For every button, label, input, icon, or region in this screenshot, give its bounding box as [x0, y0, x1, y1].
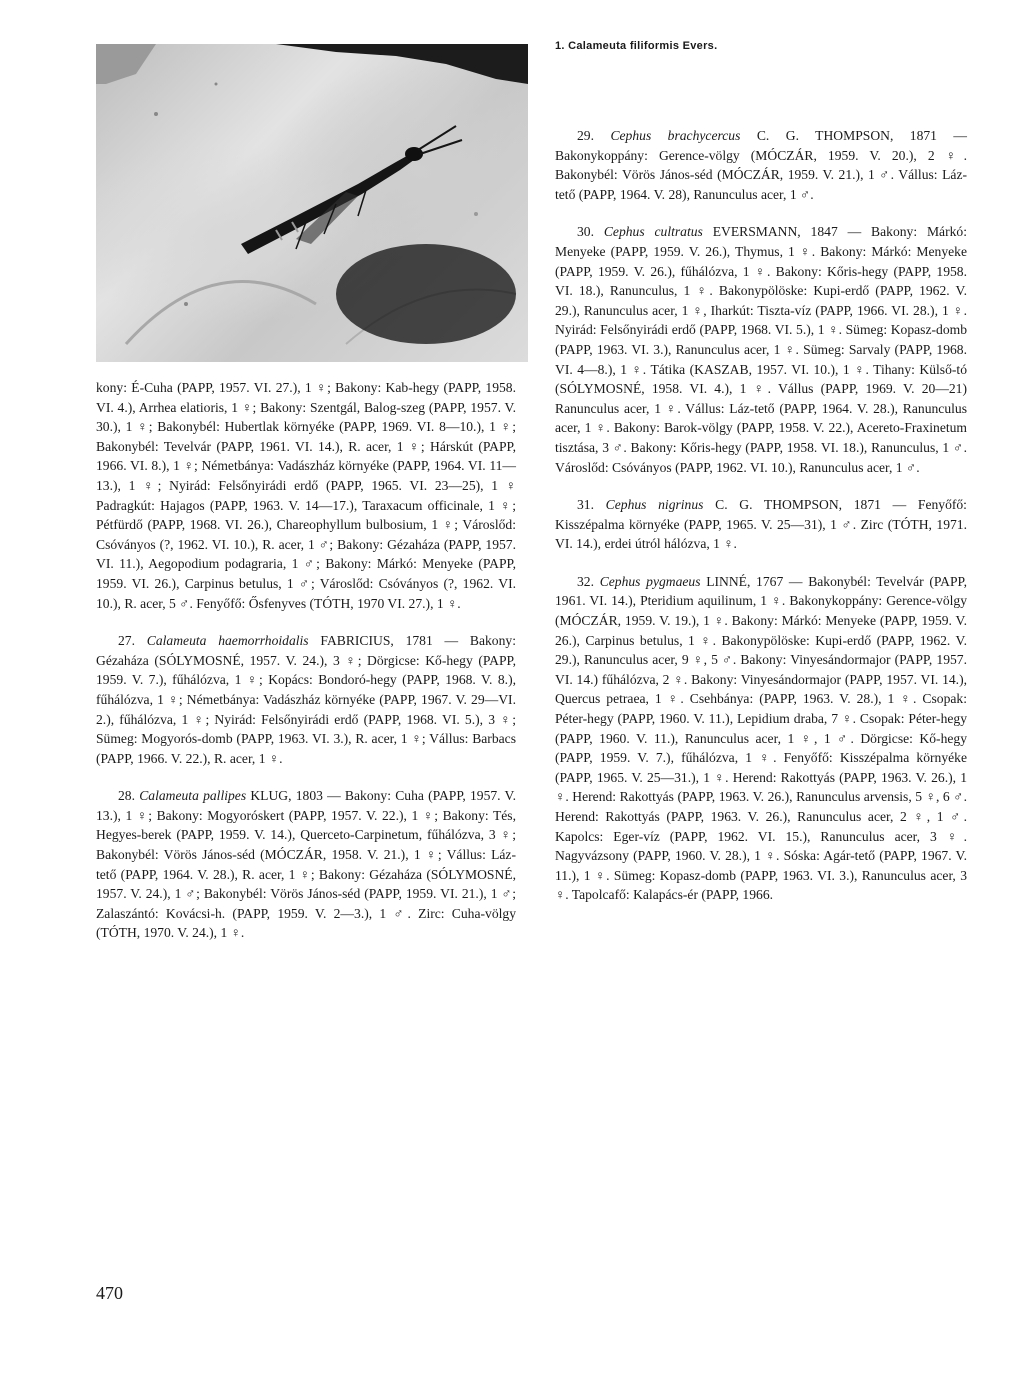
entry-27 [96, 631, 516, 768]
entry-number: 28. [118, 788, 135, 804]
page-number: 470 [96, 1283, 123, 1303]
species-name: Cephus brachycercus [610, 128, 741, 143]
right-column [555, 126, 967, 923]
entry-text: kony: É-Cuha (PAPP, 1957. VI. 27.), 1 ♀; Bakony: Kab-hegy (PAPP, 1958. VI. 4.), Arrhea elatioris, 1 ♀; Bakony: Szentgál, Balog-szeg (PAPP, 1957. V. 30.), 1 ♀; Bakonybél: Hubertlak környéke (PAPP, 1969. VI. 8—10.), 1 ♀; Bakonybél: Tevelvár (PAPP, 1961. VI. 14.), R. acer, 1 ♀; Hárskút (PAPP, 1966. VI. 8.), 1 ♀; Németbánya: Vadászház környéke (PAPP, 1964. VI. 11—13.), 1 ♀; Nyirád: Felsőnyirádi erdő (PAPP, 1965. VI. 23—25), 1 ♀ Padragkút: Hajagos (PAPP, 1963. V. 14—17.), Taraxacum officinale, 1 ♀; Pétfürdő (PAPP, 1968. VI. 26.), Chareophyllum bulbosium, 1 ♀; Városlőd: Csóványos (?, 1962. VI. 10.), R. acer, 1 ♂; Bakony: Gézaháza (PAPP, 1957. VI. 11.), Aegopodium podagraria, 1 ♂; Bakony: Márkó: Menyeke (PAPP, 1959. VI. 26.), Carpinus betulus, 1 ♂; Városlőd: Csóványos (?, 1962. VI. 10.), R. acer, 5 ♂. Fenyőfő: Ősfenyves (TÓTH, 1970 VI. 27.), 1 ♀. [96, 380, 516, 611]
specimen-photo [96, 44, 528, 362]
entry-26-continuation [96, 378, 516, 613]
species-name: Cephus cultratus [603, 224, 703, 240]
insect-illustration [96, 44, 528, 362]
species-name: Calameuta haemorrhoidalis [146, 633, 309, 649]
entry-number: 29. [577, 128, 594, 143]
entry-text: FABRICIUS, 1781 — Bakony: Gézaháza (SÓLYMOSNÉ, 1957. V. 24.), 3 ♀; Dörgicse: Kő-hegy (PAPP, 1959. V. 7.), fűhálózva, 1 ♀; Kopács: Bondoró-hegy (PAPP, 1968. V. 8.), fűhálózva, 1 ♀; Németbánya: Vadászház környéke (PAPP, 1967. V. 29—VI. 2.), fűhálózva, 1 ♀; Nyirád: Felsőnyirádi erdő (PAPP, 1968. VI. 5.), 3 ♀; Sümeg: Mogyorós-domb (PAPP, 1963. VI. 3.), R. acer, 1 ♀; Vállus: Barbacs (PAPP, 1966. V. 22.), R. acer, 1 ♀. [96, 633, 516, 766]
entry-30 [555, 222, 967, 477]
entry-number: 31. [577, 497, 594, 513]
entry-number: 27. [118, 633, 135, 649]
entry-text: LINNÉ, 1767 — Bakonybél: Tevelvár (PAPP, 1961. VI. 14.), Pteridium aquilinum, 1 ♀. Bakonykoppány: Gerence-völgy (MÓCZÁR, 1959. V. 19.), 1 ♀. Bakony: Márkó: Menyeke (PAPP, 1959. V. 26.), Carpinus betulus, 1 ♀. Bakonypölöske: Kupi-erdő (PAPP, 1962. V. 29.), Ranunculus acer, 9 ♀, 5 ♂. Bakony: Vinyesándormajor (PAPP, 1957. VI. 14.) fűhálózva, 2 ♀. Bakony: Vinyesándormajor (PAPP, 1957. VI. 14.), Quercus petraea, 1 ♀. Csehbánya: (PAPP, 1963. V. 28.), 1 ♀. Csopak: Péter-hegy (PAPP, 1960. V. 11.), Lepidium draba, 7 ♀. Csopak: Péter-hegy (PAPP, 1960. V. 11.), Ranunculus acer, 1 ♀, 1 ♂. Dörgicse: Kő-hegy (PAPP, 1959. V. 7.), fűhálózva, 1 ♀. Fenyőfő: Kisszépalma környéke (PAPP, 1965. V. 25—31.), 1 ♀. Herend: Rakottyás (PAPP, 1963. V. 26.), 1 ♀. Herend: Rakottyás (PAPP, 1963. V. 26.), Ranunculus arvensis, 5 ♀, 6 ♂. Herend: Rakottyás (PAPP, 1963. V. 26.), Ranunculus acer, 2 ♀, 1 ♂. Kapolcs: Eger-víz (PAPP, 1962. VI. 15.), Ranunculus acer, 3 ♀. Nagyvázsony (PAPP, 1960. V. 28.), 1 ♀. Sóska: Agár-tető (PAPP, 1967. V. 11.), 1 ♀. Sümeg: Kopasz-domb (PAPP, 1963. VI. 3.), Ranunculus acer, 3 ♀. Tapolcafő: Kalapács-ér (PAPP, 1966. [555, 573, 967, 903]
entry-text: KLUG, 1803 — Bakony: Cuha (PAPP, 1957. V. 13.), 1 ♀; Bakony: Mogyoróskert (PAPP, 1957. V. 22.), 1 ♀; Bakony: Tés, Hegyes-berek (PAPP, 1959. V. 14.), Querceto-Carpinetum, fűhálózva, 3 ♀; Bakonybél: Vörös János-séd (MÓCZÁR, 1958. V. 21.), 1 ♀; Vállus: Láz-tető (PAPP, 1964. V. 28.), R. acer, 1 ♀; Bakony: Gézaháza (SÓLYMOSNÉ, 1957. V. 24.), 1 ♂; Bakonybél: Vörös János-séd (PAPP, 1959. VI. 21.), 1 ♂; Zalaszántó: Kovácsi-h. (PAPP, 1959. V. 2—3.), 1 ♂. Zirc: Cuha-völgy (TÓTH, 1970. V. 24.), 1 ♀. [96, 788, 516, 941]
entry-text: C. G. THOMPSON, 1871 — Fenyőfő: Kisszépalma környéke (PAPP, 1965. V. 25—31), 1 ♂. Zirc (TÓTH, 1971. VI. 14.), erdei útról hálózva, 1 ♀. [555, 497, 967, 552]
entry-text: C. G. THOMPSON, 1871 — Bakonykoppány: Gerence-völgy (MÓCZÁR, 1959. V. 20.), 2 ♀. Bakonybél: Vörös János-séd (MÓCZÁR, 1959. V. 21.), 1 ♂. Vállus: Láz-tető (PAPP, 1964. V. 28), Ranunculus acer, 1 ♂. [555, 128, 968, 202]
entry-number: 30. [577, 224, 594, 240]
entry-29 [555, 126, 967, 204]
entry-31 [555, 495, 967, 554]
entry-text: EVERSMANN, 1847 — Bakony: Márkó: Menyeke (PAPP, 1959. V. 26.), Thymus, 1 ♀. Bakony: Márkó: Menyeke (PAPP, 1959. V. 26.), fűhálózva, 1 ♀. Bakony: Kőris-hegy (PAPP, 1958. VI. 18.), Ranunculus, 1 ♀. Bakonypölöske: Kupi-erdő (PAPP, 1962. V. 29.), Ranunculus acer, 1 ♀, Iharkút: Tiszta-víz (PAPP, 1966. VI. 28.), 1 ♀. Nyirád: Felsőnyirádi erdő (PAPP, 1968. VI. 5.), 1 ♀. Sümeg: Kopasz-domb (PAPP, 1963. VI. 3.), Ranunculus acer, 1 ♀. Sümeg: Sarvaly (PAPP, 1968. VI. 4—8.), 1 ♀. Tátika (KASZAB, 1957. VI. 10.), 1 ♀. Tihany: Külső-tó (SÓLYMOSNÉ, 1958. VI. 4.), 1 ♀. Vállus (PAPP, 1969. V. 20—21) Ranunculus acer, 1 ♀. Vállus: Láz-tető (PAPP, 1964. V. 28.), Ranunculus acer, 1 ♀. Bakony: Barok-völgy (PAPP, 1958. V. 22.), Acereto-Fraxinetum tisztása, 3 ♂. Bakony: Kőris-hegy (PAPP, 1958. VI. 18.), Ranunculus, 1 ♂. Városlőd: Csóványos (PAPP, 1962. VI. 10.), Ranunculus acer, 1 ♂. [555, 224, 967, 475]
left-column [96, 378, 516, 961]
species-name: Cephus pygmaeus [599, 573, 701, 589]
running-title: 1. Calameuta filiformis Evers. [555, 40, 718, 52]
species-name: Cephus nigrinus [605, 497, 704, 513]
entry-number: 32. [577, 573, 594, 589]
species-name: Calameuta pallipes [139, 788, 247, 804]
entry-32 [555, 572, 967, 905]
entry-28 [96, 786, 516, 943]
